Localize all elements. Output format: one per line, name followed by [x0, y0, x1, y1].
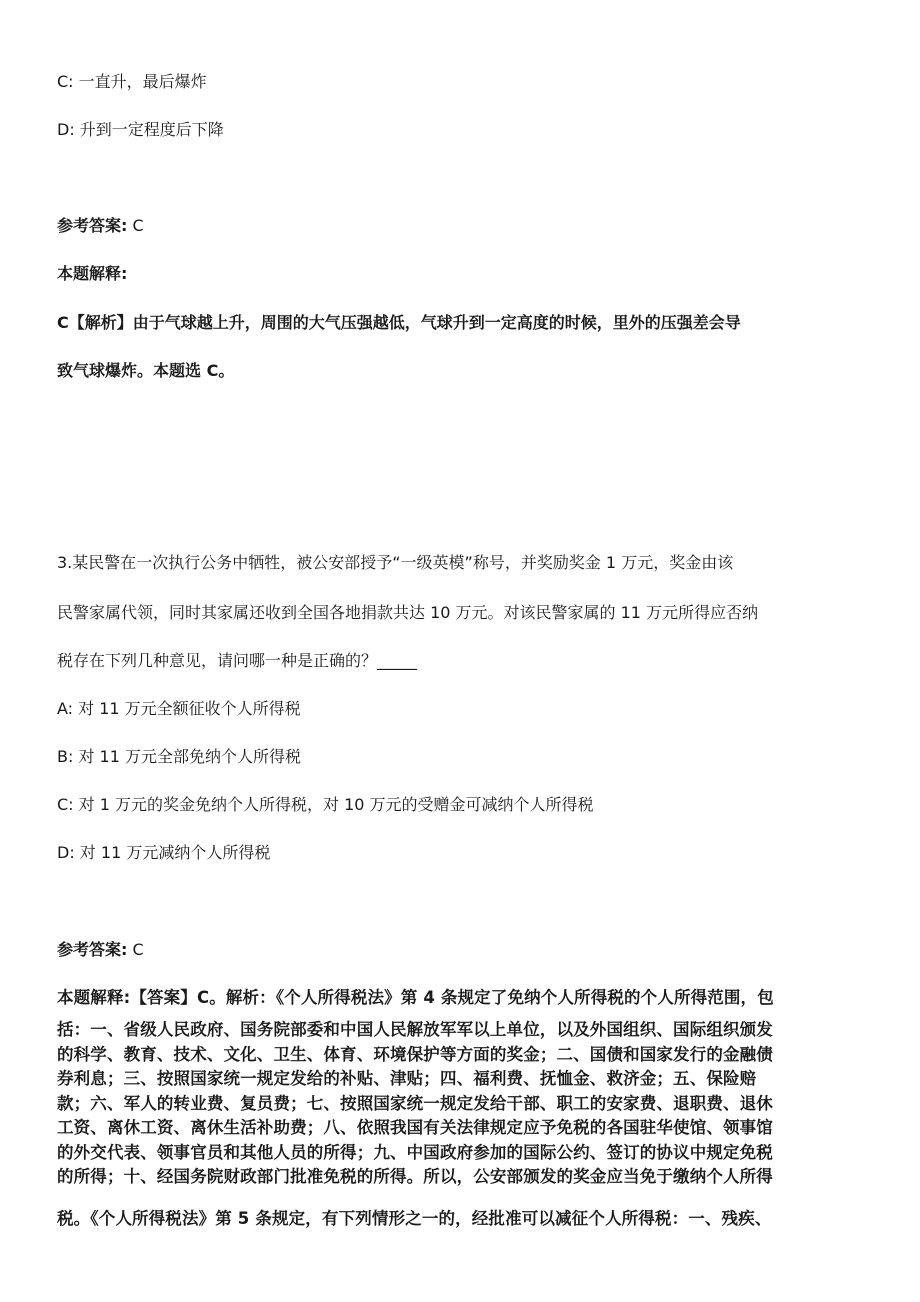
- q3-explanation-line-9: 税。《个人所得税法》第 5 条规定，有下列情形之一的，经批准可以减征个人所得税：一、残疾、: [57, 1209, 772, 1228]
- q3-explanation-line-4: 券利息；三、按照国家统一规定发给的补贴、津贴；四、福利费、抚恤金、救济金；五、保险赔: [57, 1069, 757, 1088]
- q2-answer: [57, 216, 144, 236]
- q3-explanation-line-5: 款；六、军人的转业费、复员费；七、按照国家统一规定发给干部、职工的安家费、退职费、退休: [57, 1094, 773, 1113]
- q3-option-c: C: 对 1 万元的奖金免纳个人所得税，对 10 万元的受赠金可减纳个人所得税: [57, 795, 594, 814]
- q3-question-line-1: 3.某民警在一次执行公务中牺牲，被公安部授予“一级英模”称号，并奖励奖金 1 万元，奖金由该: [57, 553, 734, 572]
- answer-value: C: [127, 940, 144, 959]
- explanation-label: 本题解释:: [57, 988, 131, 1007]
- q3-explanation-line-7: 的外交代表、领事官员和其他人员的所得；九、中国政府参加的国际公约、签订的协议中规定免税: [57, 1143, 773, 1162]
- q3-question-line-2: 民警家属代领，同时其家属还收到全国各地捐款共达 10 万元。对该民警家属的 11 万元所得应否纳: [57, 603, 759, 622]
- q3-explanation-line-3: 的科学、教育、技术、文化、卫生、体育、环境保护等方面的奖金；二、国债和国家发行的金融债: [57, 1045, 773, 1064]
- q3-explanation-line-2: 括：一、省级人民政府、国务院部委和中国人民解放军军以上单位，以及外国组织、国际组织颁发: [57, 1020, 773, 1039]
- answer-label: 参考答案:: [57, 940, 128, 959]
- q2-option-d: D: 升到一定程度后下降: [57, 120, 224, 139]
- q3-option-d: D: 对 11 万元减纳个人所得税: [57, 843, 271, 862]
- q2-explanation-label: 本题解释:: [57, 264, 128, 283]
- explanation-text: 【答案】C。解析：《个人所得税法》第 4 条规定了免纳个人所得税的个人所得范围，包: [130, 988, 774, 1007]
- q2-explanation-line-1: C【解析】由于气球越上升，周围的大气压强越低，气球升到一定高度的时候，里外的压强差会导: [57, 313, 741, 332]
- q3-explanation-line-6: 工资、离休工资、离休生活补助费；八、依照我国有关法律规定应予免税的各国驻华使馆、领事馆: [57, 1118, 773, 1137]
- q3-option-b: B: 对 11 万元全部免纳个人所得税: [57, 747, 301, 766]
- q2-option-c: C: 一直升，最后爆炸: [57, 72, 207, 91]
- answer-label: 参考答案:: [57, 216, 128, 235]
- q3-answer: [57, 940, 144, 960]
- q3-explanation-line-8: 的所得；十、经国务院财政部门批准免税的所得。所以，公安部颁发的奖金应当免于缴纳个人所得: [57, 1167, 773, 1186]
- q3-explanation-line-1: [57, 988, 774, 1008]
- answer-value: C: [127, 216, 144, 235]
- q3-question-line-3: 税存在下列几种意见，请问哪一种是正确的？_____: [57, 651, 418, 670]
- q2-explanation-line-2: 致气球爆炸。本题选 C。: [57, 361, 235, 380]
- q3-option-a: A: 对 11 万元全额征收个人所得税: [57, 699, 301, 718]
